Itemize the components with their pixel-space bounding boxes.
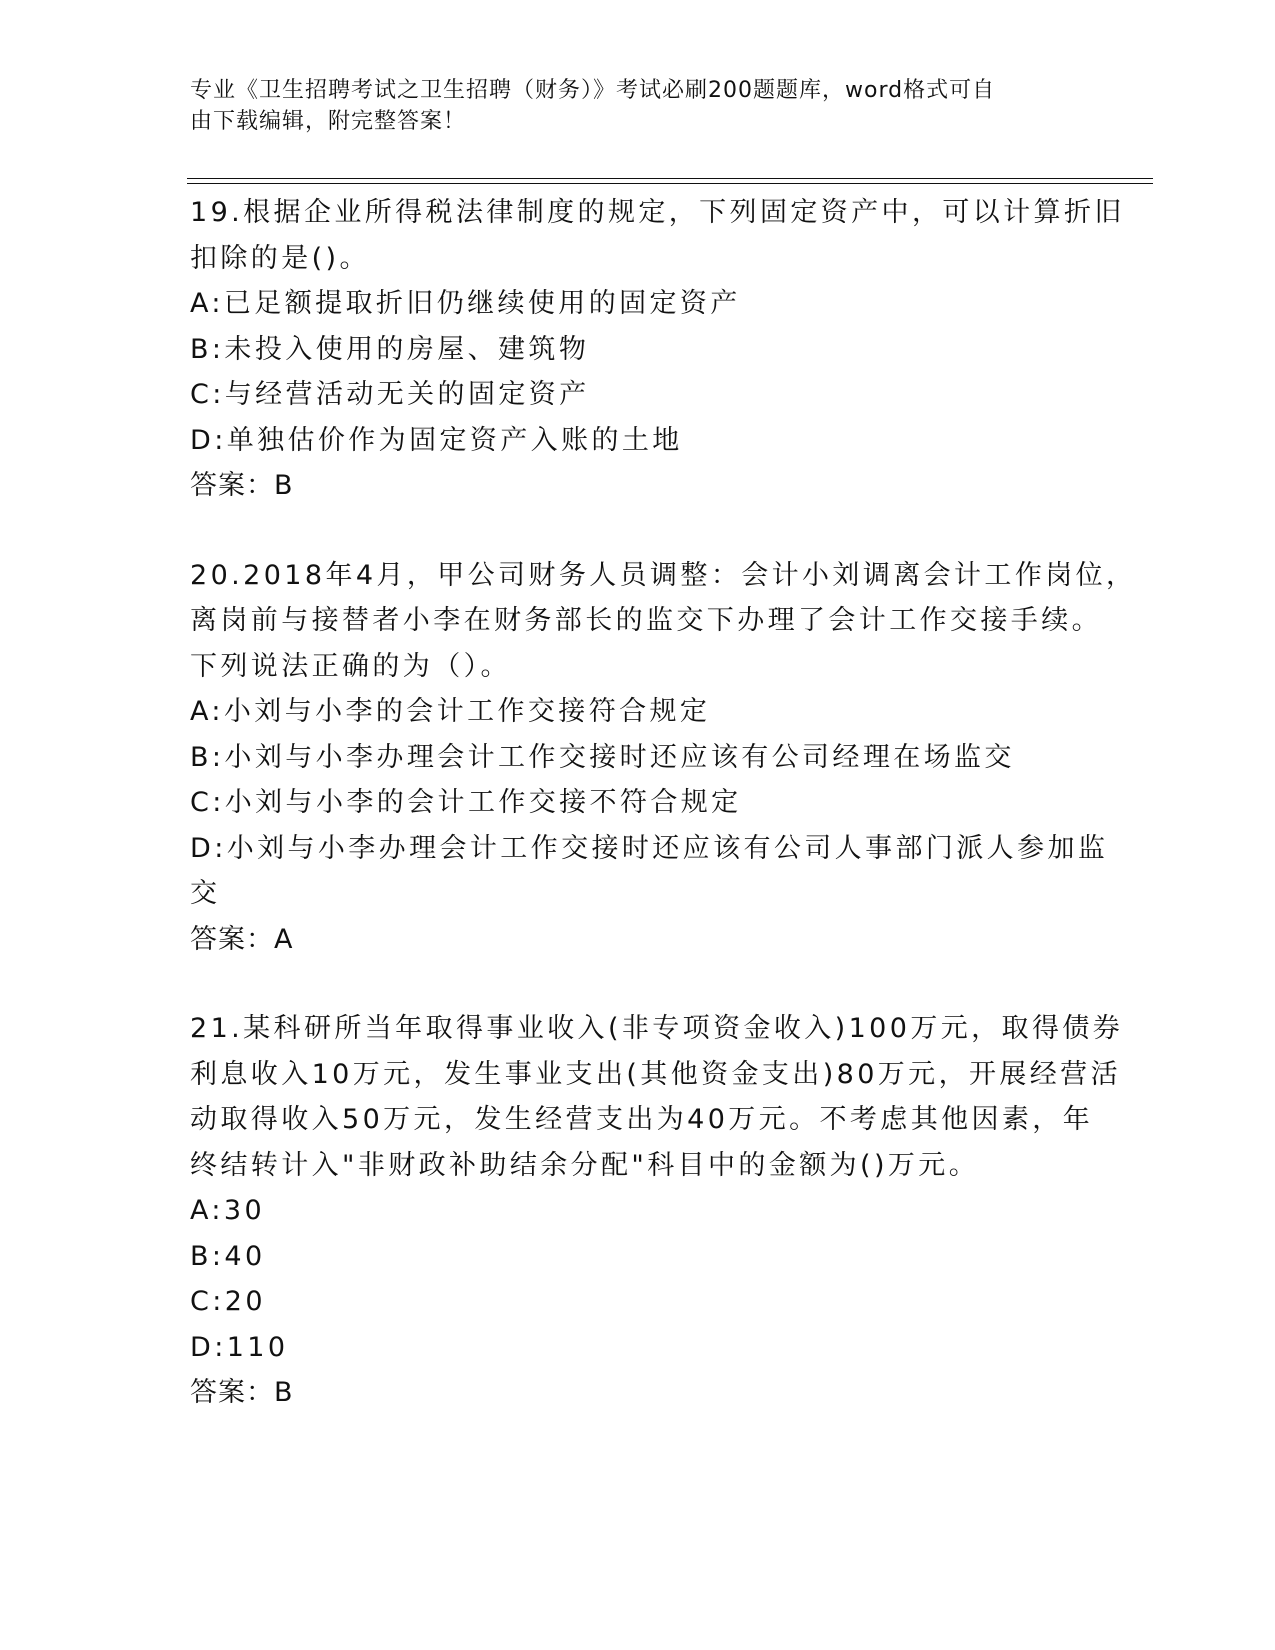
stem-line: 下列说法正确的为（）。	[190, 650, 511, 682]
question-stem	[190, 190, 1125, 281]
header-line: 由下载编辑，附完整答案！	[190, 109, 467, 134]
option-letter: A:	[190, 696, 224, 727]
option-d-continuation: 交	[190, 878, 221, 909]
option-letter: B:	[190, 741, 225, 773]
header-divider	[187, 183, 1153, 184]
option-b	[190, 327, 1090, 373]
option-text: 小刘与小李的会计工作交接不符合规定	[224, 787, 742, 818]
header-divider	[187, 178, 1153, 179]
stem-line: 终结转计入"非财政补助结余分配"科目中的金额为()万元。	[190, 1149, 980, 1181]
option-a	[190, 689, 1090, 735]
stem-line: 扣除的是()。	[190, 242, 370, 274]
option-letter: A:	[190, 1195, 224, 1226]
stem-line: 离岗前与接替者小李在财务部长的监交下办理了会计工作交接手续。	[190, 605, 1102, 636]
stem-line: 动取得收入50万元，发生经营支出为40万元。不考虑其他因素，年	[190, 1104, 1094, 1135]
option-text: 已足额提取折旧仍继续使用的固定资产	[223, 288, 741, 319]
question-stem	[190, 553, 1137, 690]
option-text: 与经营活动无关的固定资产	[224, 379, 590, 410]
option-letter: B:	[190, 333, 225, 365]
option-letter: D:	[190, 424, 227, 456]
option-letter: C:	[190, 1286, 225, 1317]
document-header	[190, 75, 1070, 137]
question-item	[190, 553, 1137, 963]
header-line: 专业《卫生招聘考试之卫生招聘（财务）》考试必刷200题题库，word格式可自	[190, 78, 996, 103]
option-text: 40	[224, 1240, 266, 1272]
option-a	[190, 1188, 1090, 1234]
question-item	[190, 190, 1125, 509]
option-letter: C:	[190, 379, 225, 410]
option-d	[190, 826, 1109, 872]
option-text: 未投入使用的房屋、建筑物	[224, 333, 590, 365]
option-text: 110	[226, 1331, 289, 1363]
option-text: 单独估价作为固定资产入账的土地	[226, 424, 683, 456]
option-c	[190, 780, 1090, 826]
option-c	[190, 1279, 1090, 1325]
option-d	[190, 418, 1090, 464]
option-text: 30	[223, 1195, 266, 1226]
option-d	[190, 1325, 1090, 1371]
option-b	[190, 1234, 1090, 1280]
question-list	[190, 190, 1137, 1460]
option-c	[190, 372, 1090, 418]
stem-line: 19.根据企业所得税法律制度的规定，下列固定资产中，可以计算折旧	[190, 197, 1125, 228]
option-letter: A:	[190, 288, 224, 319]
option-b	[190, 735, 1090, 781]
stem-line: 20.2018年4月，甲公司财务人员调整：会计小刘调离会计工作岗位，	[190, 559, 1137, 591]
answer-line: 答案：B	[190, 470, 294, 501]
option-text: 小刘与小李办理会计工作交接时还应该有公司人事部门派人参加监	[226, 832, 1109, 864]
answer-line: 答案：A	[190, 923, 294, 955]
option-letter: C:	[190, 787, 225, 818]
option-letter: B:	[190, 1240, 225, 1272]
option-text: 小刘与小李办理会计工作交接时还应该有公司经理在场监交	[224, 741, 1015, 773]
option-a	[190, 281, 1090, 327]
answer-line: 答案：B	[190, 1377, 294, 1408]
option-letter: D:	[190, 832, 227, 864]
question-stem	[190, 1006, 1124, 1188]
stem-line: 21.某科研所当年取得事业收入(非专项资金收入)100万元，取得债券	[190, 1013, 1124, 1044]
question-item	[190, 1006, 1124, 1416]
option-text: 小刘与小李的会计工作交接符合规定	[223, 696, 711, 727]
stem-line: 利息收入10万元，发生事业支出(其他资金支出)80万元，开展经营活	[190, 1058, 1121, 1090]
option-text: 20	[224, 1286, 266, 1317]
option-letter: D:	[190, 1331, 227, 1363]
